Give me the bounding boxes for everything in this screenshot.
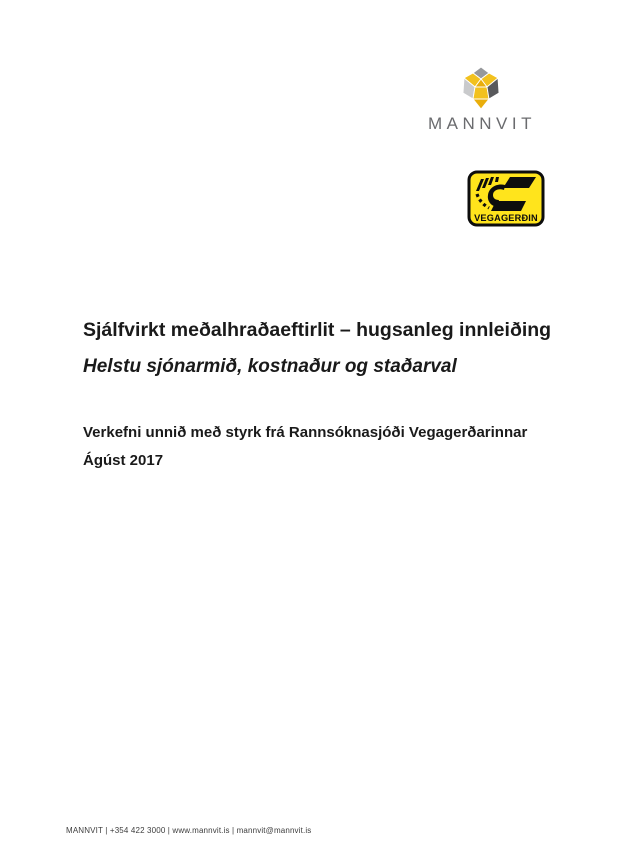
project-funding-line: Verkefni unnið með styrk frá Rannsóknasjóði Vegagerðarinnar xyxy=(83,424,528,441)
vegagerdin-road-icon xyxy=(467,170,545,227)
cube-facet-lower-center xyxy=(473,87,489,99)
vegagerdin-label: VEGAGERÐIN xyxy=(474,213,538,223)
mannvit-cube-icon xyxy=(460,66,502,110)
mannvit-wordmark: MANNVIT xyxy=(428,114,536,133)
vegagerdin-logo xyxy=(467,170,545,227)
document-title: Sjálfvirkt meðalhraðaeftirlit – hugsanleg innleiðing xyxy=(83,319,552,342)
document-subtitle: Helstu sjónarmið, kostnaður og staðarval xyxy=(83,355,457,377)
mannvit-logo xyxy=(424,66,538,134)
page-footer-contact: MANNVIT | +354 422 3000 | www.mannvit.is | mannvit@mannvit.is xyxy=(66,826,312,835)
cube-facet-bottom-tip xyxy=(473,99,489,109)
project-date-line: Ágúst 2017 xyxy=(83,452,164,469)
